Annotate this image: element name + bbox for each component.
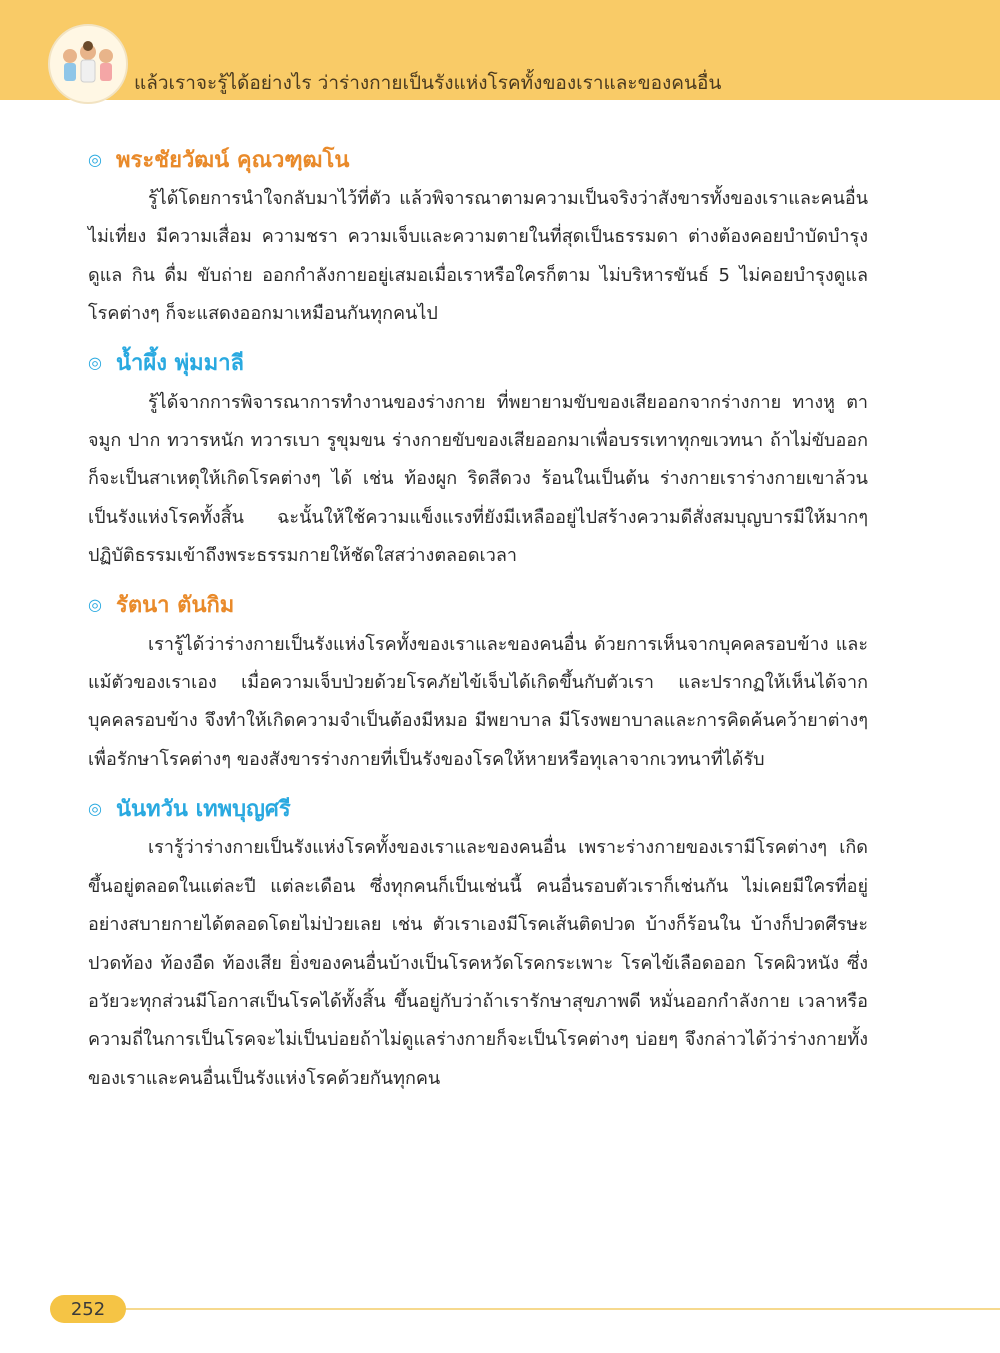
page-number: 252 bbox=[50, 1295, 126, 1323]
header-illustration-icon bbox=[48, 24, 128, 104]
section-heading bbox=[88, 586, 868, 624]
section-paragraph: เรารู้ได้ว่าร่างกายเป็นรังแห่งโรคทั้งของเราและของคนอื่น ด้วยการเห็นจากบุคคลรอบข้าง และแม้ตัวของเราเอง เมื่อความเจ็บป่วยด้วยโรคภัยไข้เจ็บได้เกิดขึ้นกับตัวเรา และปรากฏให้เห็นได้จากบุคคลรอบข้าง จึงทำให้เกิดความจำเป็นต้องมีหมอ มีพยาบาล มีโรงพยาบาลและการคิดค้นคว้ายาต่างๆ เพื่อรักษาโรคต่างๆ ของสังขารร่างกายที่เป็นรังของโรคให้หายหรือทุเลาจากเวทนาที่ได้รับ bbox=[88, 633, 868, 770]
header-title: แล้วเราจะรู้ได้อย่างไร ว่าร่างกายเป็นรังแห่งโรคทั้งของเราและของคนอื่น bbox=[134, 72, 722, 94]
section-3 bbox=[88, 586, 868, 780]
author-name: น้ำผึ้ง พุ่มมาลี bbox=[116, 351, 245, 377]
author-name: รัตนา ตันกิม bbox=[116, 593, 235, 619]
bullet-icon: ◎ bbox=[88, 798, 102, 818]
section-paragraph: รู้ได้โดยการนำใจกลับมาไว้ที่ตัว แล้วพิจารณาตามความเป็นจริงว่าสังขารทั้งของเราและคนอื่นไม่เที่ยง มีความเสื่อม ความชรา ความเจ็บและความตายในที่สุดเป็นธรรมดา ต่างต้องคอยบำบัดบำรุงดูแล กิน ดื่ม ขับถ่าย ออกกำลังกายอยู่เสมอเมื่อเราหรือใครก็ตาม ไม่บริหารขันธ์ 5 ไม่คอยบำรุงดูแล โรคต่างๆ ก็จะแสดงออกมาเหมือนกันทุกคนไป bbox=[88, 188, 868, 325]
section-2 bbox=[88, 344, 868, 576]
page-header bbox=[0, 0, 1000, 100]
section-heading bbox=[88, 140, 868, 178]
bullet-icon: ◎ bbox=[88, 353, 102, 373]
section-heading bbox=[88, 344, 868, 382]
section-paragraph: เรารู้ว่าร่างกายเป็นรังแห่งโรคทั้งของเราและของคนอื่น เพราะร่างกายของเรามีโรคต่างๆ เกิดขึ้นอยู่ตลอดในแต่ละปี แต่ละเดือน ซึ่งทุกคนก็เป็นเช่นนี้ คนอื่นรอบตัวเราก็เช่นกัน ไม่เคยมีใครที่อยู่อย่างสบายกายได้ตลอดโดยไม่ป่วยเลย เช่น ตัวเราเองมีโรคเส้นติดปวด บ้างก็ร้อนใน บ้างก็ปวดศีรษะ ปวดท้อง ท้องอืด ท้องเสีย ยิ่งของคนอื่นบ้างเป็นโรคหวัดโรคกระเพาะ โรคไข้เลือดออก โรคผิวหนัง ซึ่งอวัยวะทุกส่วนมีโอกาสเป็นโรคได้ทั้งสิ้น ขึ้นอยู่กับว่าถ้าเรารักษาสุขภาพดี หมั่นออกกำลังกาย เวลาหรือความถี่ในการเป็นโรคจะไม่เป็นบ่อยถ้าไม่ดูแลร่างกายก็จะเป็นโรคต่างๆ บ่อยๆ จึงกล่าวได้ว่าร่างกายทั้งของเราและคนอื่นเป็นรังแห่งโรคด้วยกันทุกคน bbox=[88, 837, 868, 1089]
section-heading bbox=[88, 789, 868, 827]
main-content bbox=[88, 140, 868, 1108]
bullet-icon: ◎ bbox=[88, 149, 102, 169]
section-paragraph: รู้ได้จากการพิจารณาการทำงานของร่างกาย ที่พยายามขับของเสียออกจากร่างกาย ทางหู ตา จมูก ปาก ทวารหนัก ทวารเบา รูขุมขน ร่างกายขับของเสียออกมาเพื่อบรรเทาทุกขเวทนา ถ้าไม่ขับออกก็จะเป็นสาเหตุให้เกิดโรคต่างๆ ได้ เช่น ท้องผูก ริดสีดวง ร้อนในเป็นต้น ร่างกายเราร่างกายเขาล้วนเป็นรังแห่งโรคทั้งสิ้น ฉะนั้นให้ใช้ความแข็งแรงที่ยังมีเหลืออยู่ไปสร้างความดีสั่งสมบุญบารมีให้มากๆ ปฏิบัติธรรมเข้าถึงพระธรรมกายให้ชัดใสสว่างตลอดเวลา bbox=[88, 391, 868, 567]
author-name: พระชัยวัฒน์ คุณวฑฺฒโน bbox=[116, 147, 350, 173]
footer-divider bbox=[124, 1308, 1000, 1310]
author-name: นันทวัน เทพบุญศรี bbox=[116, 796, 291, 822]
section-1 bbox=[88, 140, 868, 334]
section-4 bbox=[88, 789, 868, 1098]
bullet-icon: ◎ bbox=[88, 595, 102, 615]
